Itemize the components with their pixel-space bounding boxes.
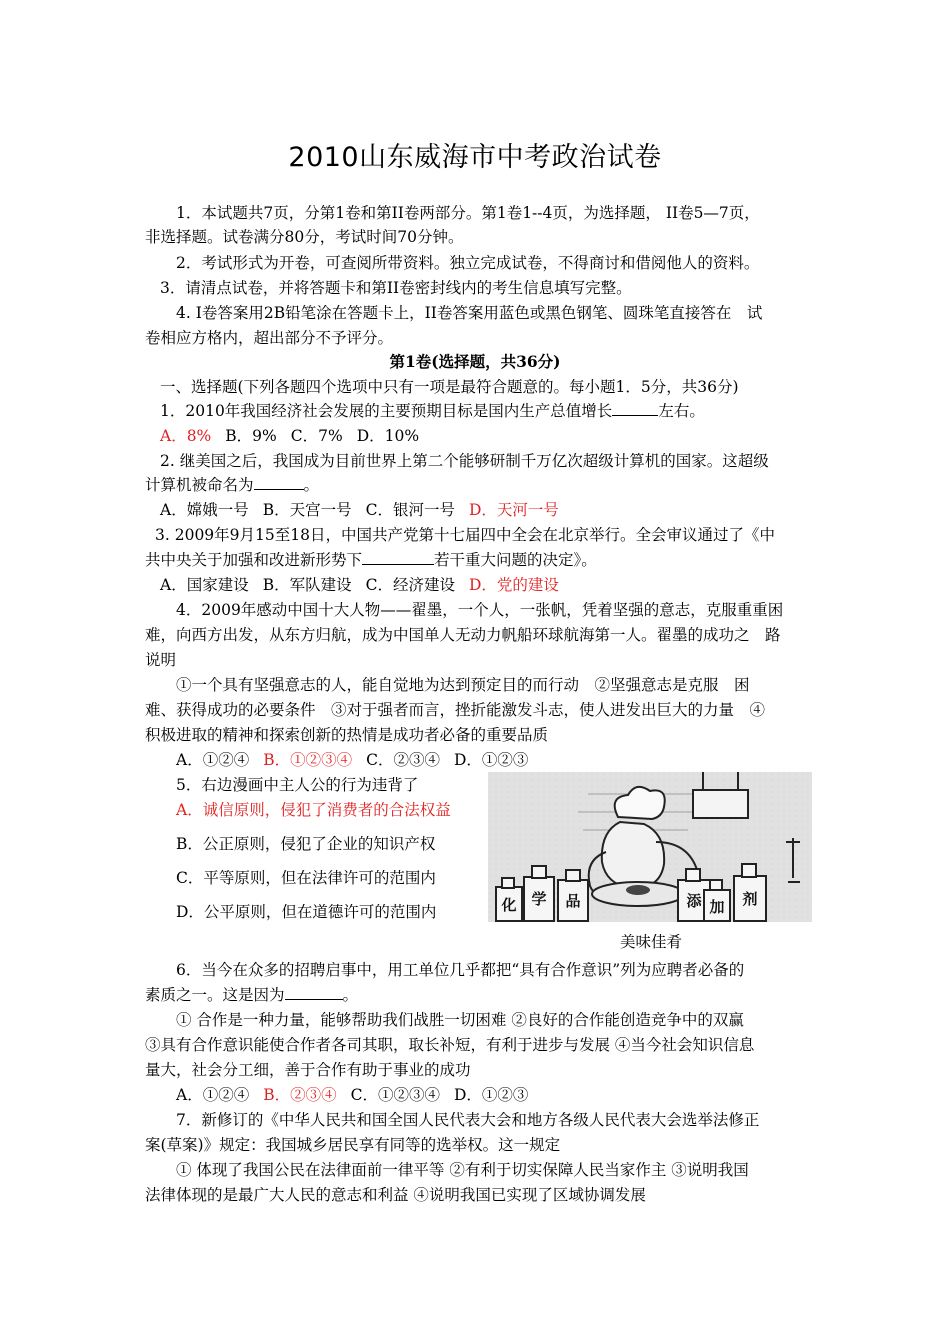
question-4-options [176, 749, 542, 771]
option-d: D．①②③ [453, 1086, 529, 1104]
question-4-stem: 4．2009年感动中国十大人物——翟墨，一个人，一张帆，凭着坚强的意志，克服重重困 [176, 601, 784, 619]
question-6-options [176, 1084, 542, 1106]
question-7-stem-cont: 案(草案)》规定：我国城乡居民享有同等的选举权。这一规定 [145, 1136, 561, 1154]
option-b: B．公正原则，侵犯了企业的知识产权 [176, 835, 436, 853]
option-a: A．①②④ [176, 751, 250, 769]
question-1-stem [160, 400, 705, 422]
cartoon-label: 添 [686, 892, 702, 910]
option-c: C．经济建设 [365, 576, 455, 594]
instruction-1: 1．本试题共7页，分第1卷和第II卷两部分。第1卷1--4页，为选择题， II卷5—7页， [176, 204, 760, 222]
question-2-stem-text: 计算机被命名为 [145, 476, 254, 494]
answer-blank [612, 401, 658, 416]
question-2-options [160, 499, 573, 521]
question-3-stem-end: 若干重大问题的决定》。 [434, 551, 597, 569]
cartoon-label: 品 [565, 892, 581, 910]
option-d: D．公平原则，但在道德许可的范围内 [176, 903, 437, 921]
option-b: B．①②③④ [263, 751, 353, 769]
question-4-statements-cont: 积极进取的精神和探索创新的热情是成功者必备的重要品质 [145, 726, 549, 744]
answer-blank [254, 475, 304, 490]
option-c: C．②③④ [366, 751, 440, 769]
option-b: B．②③④ [263, 1086, 337, 1104]
instruction-1-cont: 非选择题。试卷满分80分，考试时间70分钟。 [145, 228, 464, 246]
cartoon-label: 学 [531, 890, 547, 908]
instruction-4: 4. I卷答案用2B铅笔涂在答题卡上，II卷答案用蓝色或黑色钢笔、圆珠笔直接答在 试 [176, 304, 763, 322]
section-title: 第1卷(选择题，共36分) [389, 352, 561, 371]
option-a: A．①②④ [176, 1086, 250, 1104]
cartoon-label: 化 [501, 896, 517, 914]
question-2-stem-cont [145, 474, 319, 496]
question-6-stem-cont [145, 984, 358, 1006]
question-3-options [160, 574, 573, 596]
option-c: C．银河一号 [365, 501, 455, 519]
option-c: C．①②③④ [350, 1086, 440, 1104]
question-6-stem: 6．当今在众多的招聘启事中，用工单位几乎都把“具有合作意识”列为应聘者必备的 [176, 961, 745, 979]
option-a: A．嫦娥一号 [160, 501, 249, 519]
question-7-stem: 7．新修订的《中华人民共和国全国人民代表大会和地方各级人民代表大会选举法修正 [176, 1111, 760, 1129]
option-b: B．9% [225, 427, 277, 445]
cartoon-label: 剂 [742, 890, 758, 908]
question-4-stem-cont: 难，向西方出发，从东方归航，成为中国单人无动力帆船环球航海第一人。翟墨的成功之 路 [145, 626, 781, 644]
option-a: A．国家建设 [160, 576, 249, 594]
question-4-statements-cont: 难、获得成功的必要条件 ③对于强者而言，挫折能激发斗志，使人进发出巨大的力量 ④ [145, 701, 766, 719]
question-6-stem-text: 素质之一。这是因为 [145, 986, 285, 1004]
question-4-statements: ①一个具有坚强意志的人，能自觉地为达到预定目的而行动 ②坚强意志是克服 困 [176, 676, 750, 694]
option-c: C．平等原则，但在法律许可的范围内 [176, 869, 436, 887]
question-6-statements-cont: 量大，社会分工细，善于合作有助于事业的成功 [145, 1061, 471, 1079]
option-a: A．诚信原则，侵犯了消费者的合法权益 [176, 801, 451, 819]
cartoon-image [488, 772, 812, 922]
cartoon-label: 加 [709, 898, 725, 916]
option-d: D．①②③ [453, 751, 529, 769]
answer-blank [362, 550, 434, 565]
question-3-stem-cont [145, 549, 597, 571]
option-c: C．7% [290, 427, 343, 445]
question-7-statements-cont: 法律体现的是最广大人民的意志和利益 ④说明我国已实现了区域协调发展 [145, 1186, 646, 1204]
question-6-stem-end: 。 [342, 986, 359, 1004]
option-d: D．10% [356, 427, 420, 445]
question-3-stem-text: 共中央关于加强和改进新形势下 [145, 551, 363, 569]
exam-title: 2010山东威海市中考政治试卷 [288, 142, 662, 173]
question-2-stem: 2. 继美国之后，我国成为目前世界上第二个能够研制千万亿次超级计算机的国家。这超级 [160, 452, 769, 470]
option-d: D．天河一号 [468, 501, 559, 519]
question-1-stem-end: 左右。 [658, 402, 705, 420]
option-b: B．军队建设 [262, 576, 352, 594]
question-6-statements-cont: ③具有合作意识能使合作者各司其职，取长补短，有利于进步与发展 ④当今社会知识信息 [145, 1036, 755, 1054]
instruction-2: 2．考试形式为开卷，可查阅所带资料。独立完成试卷，不得商讨和借阅他人的资料。 [176, 254, 760, 272]
question-2-stem-end: 。 [303, 476, 320, 494]
section-intro: 一、选择题(下列各题四个选项中只有一项是最符合题意的。每小题1．5分，共36分) [160, 378, 739, 396]
question-6-statements: ① 合作是一种力量，能够帮助我们战胜一切困难 ②良好的合作能创造竞争中的双赢 [176, 1011, 744, 1029]
question-5-stem: 5．右边漫画中主人公的行为违背了 [176, 776, 419, 794]
option-b: B．天宫一号 [262, 501, 352, 519]
cartoon-caption: 美味佳肴 [620, 933, 683, 951]
option-d: D．党的建设 [468, 576, 559, 594]
option-a: A．8% [160, 427, 212, 445]
question-1-stem-text: 1．2010年我国经济社会发展的主要预期目标是国内生产总值增长 [160, 402, 613, 420]
instruction-3: 3．请清点试卷，并将答题卡和第II卷密封线内的考生信息填写完整。 [160, 279, 632, 297]
question-7-statements: ① 体现了我国公民在法律面前一律平等 ②有利于切实保障人民当家作主 ③说明我国 [176, 1161, 749, 1179]
instruction-4-cont: 卷相应方格内，超出部分不予评分。 [145, 329, 394, 347]
answer-blank [285, 985, 343, 1000]
question-1-options [160, 425, 433, 447]
question-3-stem: 3. 2009年9月15至18日，中国共产党第十七届四中全会在北京举行。全会审议通过了《中 [155, 526, 775, 544]
question-4-stem-cont: 说明 [145, 651, 177, 669]
